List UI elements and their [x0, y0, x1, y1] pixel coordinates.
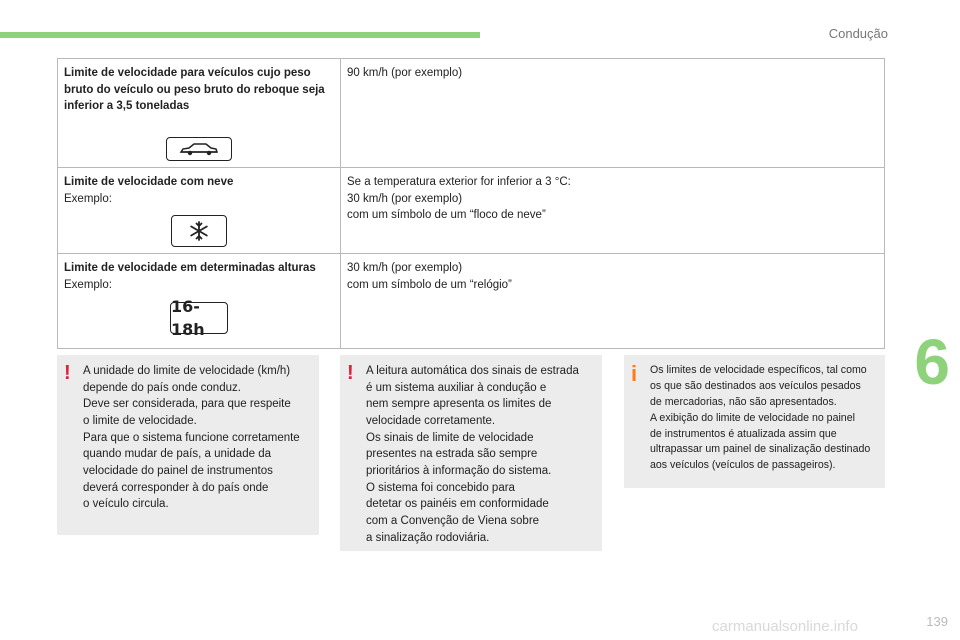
header-accent-bar: [0, 32, 480, 38]
table-row: [58, 168, 885, 254]
row-description: 90 km/h (por exemplo): [347, 67, 463, 79]
row-title: Limite de velocidade para veículos cujo peso bruto do veículo ou peso bruto do reboque seja inferior a 3,5 toneladas: [64, 67, 325, 113]
snowflake-icon: [171, 215, 227, 247]
table-cell-right: [341, 254, 885, 349]
row-description: Se a temperatura exterior for inferior a 3 °C: 30 km/h (por exemplo) com um símbolo de um “floco de neve”: [347, 176, 571, 222]
watermark: carmanualsonline.info: [712, 618, 858, 635]
table-cell-left: [58, 59, 341, 168]
table-row: [58, 59, 885, 168]
table-cell-left: [58, 168, 341, 254]
row-description: 30 km/h (por exemplo) com um símbolo de um “relógio”: [347, 262, 512, 292]
table-cell-right: [341, 59, 885, 168]
chapter-number: 6: [914, 326, 950, 398]
warning-icon: !: [347, 362, 354, 384]
row-subtitle: Exemplo:: [64, 192, 112, 205]
page-number: 139: [926, 614, 948, 629]
info-icon: i: [631, 361, 638, 386]
warning-note-reading: [340, 355, 602, 551]
car-icon: [166, 137, 232, 161]
note-text: Os limites de velocidade específicos, tal como os que são destinados aos veículos pesados de mercadorias, não são apresentados. A exibição do limite de velocidade no painel de instrumentos é atualizada assim que ultrapassar um painel de sinalização destinado aos veículos (veículos de passageiros).: [650, 364, 871, 472]
section-title: Condução: [828, 26, 888, 41]
warning-icon: !: [64, 362, 71, 384]
row-title: Limite de velocidade com neve: [64, 176, 234, 189]
table-row: [58, 254, 885, 349]
warning-note-units: [57, 355, 319, 535]
info-note-limits: [624, 355, 885, 488]
table-cell-left: [58, 254, 341, 349]
speed-limit-table: [57, 58, 885, 349]
note-text: A unidade do limite de velocidade (km/h) depende do país onde conduz. Deve ser considerada, para que respeite o limite de velocidade. Para que o sistema funcione corretamente quando mudar de país, a unidade da velocidade do painel de instrumentos deverá corresponder à do país onde o veículo circula.: [83, 365, 300, 511]
note-text: A leitura automática dos sinais de estrada é um sistema auxiliar à condução e nem sempre apresenta os limites de velocidade corretamente. Os sinais de limite de velocidade presentes na estrada são sempre prioritários à informação do sistema. O sistema foi concebido para detetar os painéis em conformidade com a Convenção de Viena sobre a sinalização rodoviária.: [366, 365, 579, 544]
row-title: Limite de velocidade em determinadas alturas: [64, 262, 316, 275]
table-cell-right: [341, 168, 885, 254]
time-window-sign: 16-18h: [170, 302, 228, 334]
row-subtitle: Exemplo:: [64, 279, 112, 292]
